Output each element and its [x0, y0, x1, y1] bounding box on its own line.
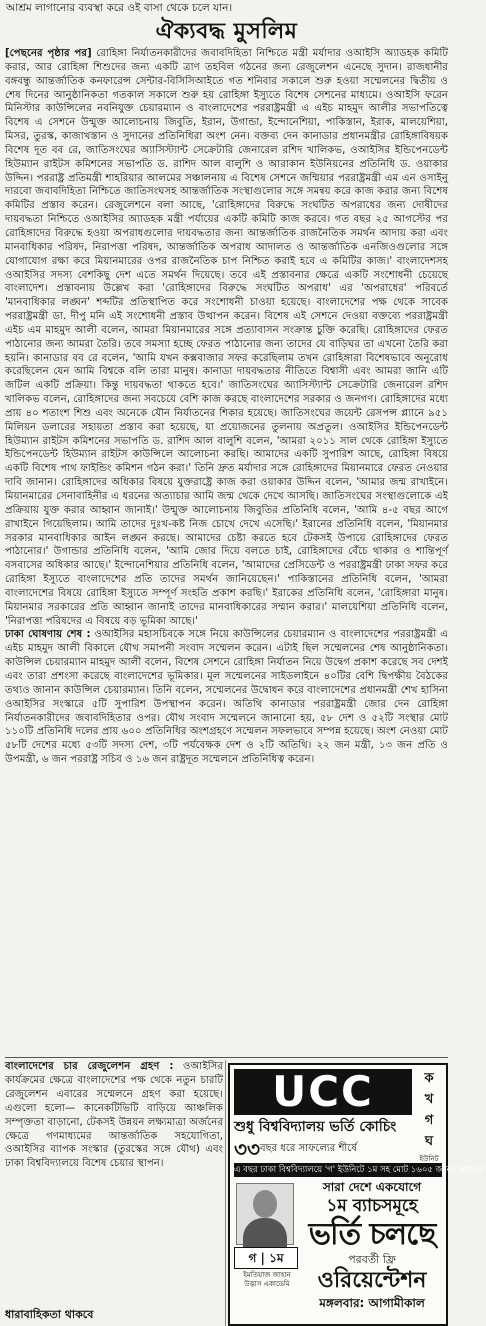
- unit-letter: খ: [424, 1092, 434, 1107]
- article-headline: ঐক্যবদ্ধ মুসলিম: [155, 18, 298, 44]
- continued-marker: [পেছনের পৃষ্ঠার পর]: [5, 48, 92, 59]
- article-paragraph: [5, 47, 448, 628]
- article-body: [5, 47, 448, 1057]
- ad-years: ৩৩: [234, 1137, 261, 1161]
- column-divider: [225, 1060, 226, 1326]
- paragraph-text: রোহিঙ্গা নির্যাতনকারীদের জবাবদিহিতা নিশ্চিতে মন্ত্রী মর্যাদার ওআইসি অ্যাডহক কমিটি করার, আর রোহিঙ্গা শিশুদের জন্য একটি ত্রাণ তহবিল গঠনের জন্য রেজুলেশন এনেছে সুদান। রাজধানীর বঙ্গবন্ধু আন্তর্জাতিক কনফারেন্স সেন্টার-বিসিসিআইতে গত শনিবার সকালে শুরু হওয়া সম্মেলনের দ্বিতীয় ও শেষ দিনের আনুষ্ঠানিকতা গতকাল সকালে শুরু হয় রোহিঙ্গা ইস্যুতে বিশেষ সেশনের মাধ্যমে। ওআইসি ফরেন মিনিস্টার কাউন্সিলের নবনিযুক্ত চেয়ারম্যান ও বাংলাদেশের পররাষ্ট্রমন্ত্রী এ এইচ মাহমুদ আলীর সভাপতিত্বে বিশেষ এ সেশনে উন্মুক্ত আলোচনায় জিবুতি, ইরান, উগান্ডা, ইন্দোনেশিয়া, পাকিস্তান, ইরাক, মালয়েশিয়া, মিসর, তুরস্ক, কাজাখস্তান ও সুদানের প্রতিনিধিরা অংশ নেন। বক্তব্য দেন কানাডার প্রধানমন্ত্রীর রোহিঙ্গাবিষয়ক বিশেষ দূত বব রে, জাতিসংঘের অ্যাসিস্ট্যান্ট সেক্রেটারি জেনারেল রশিদ খালিকভ, ওআইসির ইন্ডিপেনডেন্ট হিউম্যান রাইটস কমিশনের সভাপতি ড. রাশিদ আল বালুশি ও আরাকান ইউনিয়নের প্রতিনিধি ড. ওয়াকার উদ্দিন। পররাষ্ট্র প্রতিমন্ত্রী শাহরিয়ার আলমের সঞ্চালনায় এ বিশেষ সেশনে জম্মিয়ার পররাষ্ট্রমন্ত্রী এম এন ওসাইনু দারবো জবাবদিহিতা নিশ্চিতে জাতিসংঘসহ আন্তর্জাতিক সংস্থাগুলোর সঙ্গে সমন্বয় করে কাজ করার জন্য বিশেষ কমিটির প্রস্তাব করেন। রেজুলেশনে বলা আছে, 'রোহিঙ্গাদের বিরুদ্ধে সংঘটিত অপরাধের জন্য দোষীদের দায়বদ্ধতা নিশ্চিতে ওআইসির অ্যাডহক মন্ত্রী পর্যায়ের একটি কমিটি কাজ করবে। গত বছর ২৫ আগস্টের পর রোহিঙ্গাদের বিরুদ্ধে হওয়া অপরাধগুলোর দায়বদ্ধতার জন্য আন্তর্জাতিক রাজনৈতিক সমর্থন আদায় করা এবং মানবাধিকার পরিষদ, নিরাপত্তা পরিষদ, আন্তর্জাতিক অপরাধ আদালত ও আন্তর্জাতিক এনজিওগুলোর সঙ্গে যোগাযোগ রক্ষা করে মিয়ানমারের ওপর রাজনৈতিক চাপ নিশ্চিত করাই হবে এ কমিটির কাজ।' বাংলাদেশসহ ওআইসির সদস্য বেশকিছু দেশ এতে সমর্থন দিয়েছে। তবে এই প্রস্তাবনার ক্ষেত্রে একটি সংশোধনী চেয়েছে বাংলাদেশ। প্রস্তাবনায় উল্লেখ করা 'রোহিঙ্গাদের বিরুদ্ধে সংঘটিত অপরাধ' এর 'অপরাধের' পরিবর্তে 'মানবাধিকার লঙ্ঘন' শব্দটির প্রতিস্থাপিত করে সংশোধনী চাওয়া হয়েছে। বাংলাদেশের পক্ষ থেকে সাবেক পররাষ্ট্রমন্ত্রী ডা. দীপু মনি এই সংশোধনী প্রস্তাব উত্থাপন করেন। বিশেষ এই সেশনে দেওয়া বক্তব্যে পররাষ্ট্রমন্ত্রী এইচ এম মাহমুদ আলী বলেন, আমরা মিয়ানমারের সঙ্গে প্রত্যাবাসন সংক্রান্ত চুক্তি করেছি। রোহিঙ্গাদের ফেরত পাঠানোর জন্য আমরা তৈরি। তবে সমস্যা হচ্ছে ফেরত পাঠানোর জন্য তাদের যে বাড়িঘর তা এখনো তৈরি করা হয়নি। কানাডার বব রে বলেন, 'আমি যখন কক্সবাজার সফর করেছিলাম তখন রোহিঙ্গারা বিশেষভাবে অনুরোধ করেছিলেন যেন আমি বিশ্বকে বলি তারা মানুষ। কানাডা দায়বদ্ধতার নীতিতে বিশ্বাসী এবং আমরা জানি এটি জটিল একটি প্রক্রিয়া। কিন্তু দায়বদ্ধতা থাকতে হবে।' জাতিসংঘের অ্যাসিস্ট্যান্ট সেক্রেটারি জেনারেল রশিদ খালিকভ বলেন, রোহিঙ্গাদের জন্য সবচেয়ে বেশি কাজ করছে বাংলাদেশের সরকার ও জনগণ। রোহিঙ্গাদের মধ্যে প্রায় ৪০ শতাংশ শিশু এবং অনেকে যৌন নির্যাতনের শিকার হয়েছে। জাতিসংঘের জয়েন্ট রেসপন্স প্ল্যানে ৯৫১ মিলিয়ন ডলারের সহায়তা প্রস্তাব করা হয়েছে, যা প্রয়োজনের তুলনায় অপ্রতুল। ওআইসির ইন্ডিপেনডেন্ট হিউম্যান রাইটস কমিশনের সভাপতি ড. রাশিদ আল বালুশি বলেন, 'আমরা ২০১১ সাল থেকে রোহিঙ্গা ইস্যুতে ইন্ডিপেনডেন্ট হিউম্যান রাইটস কাউন্সিলে আলোচনা করছি। আমাদের একটি সুপারিশ আছে, রোহিঙ্গা বিষয়ে একটি বিশেষ পাথ ফাইন্ডিং কমিশন গঠন করা।' তিনি দ্রুত মর্যাদার সঙ্গে রোহিঙ্গাদের মিয়ানমারে ফেরত নেওয়ার দাবি জানান। রোহিঙ্গাদের অধিকার বিষয়ে যুক্তরাষ্ট্রে কাজ করা ওয়াকার উদ্দিন বলেন, 'আমার জন্ম রাখাইনে। মিয়ানমারের সেনাবাহিনীর এ ধরনের অত্যাচার আমি জন্ম থেকে দেখে আসছি। জাতিসংঘের সংস্থাগুলোকে এই প্রক্রিয়ায় যুক্ত করার আহ্বান জানাই।' উন্মুক্ত আলোচনায় জিবুতির প্রতিনিধি বলেন, 'আমি ৪-৫ বছর আগে রাখাইনে গিয়েছিলাম। আমি তাদের দুঃখ-কষ্ট নিজ চোখে দেখে এসেছি।' ইরানের প্রতিনিধি বলেন, 'মিয়ানমার সরকার মানবাধিকার আইন লঙ্ঘন করছে। আমাদের চেষ্টা করতে হবে টেকসই উপায়ে রোহিঙ্গাদের ফেরত পাঠানোর।' উগান্ডার প্রতিনিধি বলেন, 'আমি জোর দিয়ে বলতে চাই, রোহিঙ্গাদের বেঁচে থাকার ও শান্তিপূর্ণ বসবাসের অধিকার আছে।' ইন্দোনেশিয়ার প্রতিনিধি বলেন, 'আমাদের প্রেসিডেন্ট ও পররাষ্ট্রমন্ত্রী ঢাকা সফর করে রোহিঙ্গা ইস্যুতে বাংলাদেশের প্রতি তাদের সমর্থন জানিয়েছেন।' পাকিস্তানের প্রতিনিধি বলেন, 'আমরা বাংলাদেশের বিষয়ে রোহিঙ্গা ইস্যুতে সম্পূর্ণ সংহতি প্রকাশ করছি।' ইরাকের প্রতিনিধি বলেন, 'রোহিঙ্গারা মানুষ। মিয়ানমার সরকারের প্রতি আহ্বান জানাই তাদের মানবাধিকারের সম্মান করার।' মালয়েশিয়া প্রতিনিধি বলেন, 'নিরাপত্তা পরিষদের এ বিষয়ে বড় ভূমিকা আছে।': [5, 48, 448, 627]
- ad-subtitle: শুধু বিশ্ববিদ্যালয় ভর্তি কোচিং: [234, 1119, 397, 1135]
- student-photo: [236, 1183, 294, 1245]
- ad-line-date: মঙ্গলবার: আগামীকাল: [319, 1296, 425, 1310]
- coaching-advertisement[interactable]: [228, 1063, 486, 1326]
- unit-letter: ঘ: [424, 1134, 434, 1149]
- ucc-logo: UCC: [234, 1069, 412, 1115]
- paragraph-text: ওআইসির মহাসচিবকে সঙ্গে নিয়ে কাউন্সিলের চেয়ারম্যান ও বাংলাদেশের পররাষ্ট্রমন্ত্রী এ এইচ মাহমুদ আলী বিকালে যৌথ সমাপনী সংবাদ সম্মেলন করেন। এটাই ছিল সম্মেলনের শেষ আনুষ্ঠানিকতা। কাউন্সিল চেয়ারম্যান মাহমুদ আলী বলেন, বিশেষ সেশনে রোহিঙ্গা নির্যাতন নিয়ে উদ্বেগ প্রকাশ করেছে সব দেশই এবং তারা প্রশংসা করেছে বাংলাদেশের ভূমিকার। মূল সম্মেলনের সাইডলাইনে ৪০টির বেশি দ্বিপক্ষীয় বৈঠকের তথ্যও জানান কাউন্সিল চেয়ারম্যান। তিনি বলেন, সম্মেলনের উদ্বোধন করে বাংলাদেশের প্রধানমন্ত্রী শেখ হাসিনা ওআইসির সংস্কারে ৫টি সুপারিশ উপস্থাপন করেন। অতিথি কানাডার পররাষ্ট্রমন্ত্রী জোর দেন রোহিঙ্গা নির্যাতনকারীদের জবাবদিহিতার ওপর। যৌথ সংবাদ সম্মেলনে জানানো হয়, ৫৮ দেশ ও ৫২টি সংস্থার মোট ১১০টি প্রতিনিধি দলের প্রায় ৬০০ প্রতিনিধির অংশগ্রহণে সম্মেলন সফলভাবে সম্পন্ন হয়েছে। অংশ নেওয়া মোট ৫৮টি দেশের মধ্যে ৫৩টি সদস্য দেশ, ৩টি পর্যবেক্ষক দেশ ও ২টি অতিথি। ২২ জন মন্ত্রী, ১৩ জন প্রতি ও উপমন্ত্রী, ৬ জন পররাষ্ট্র সচিব ও ১৬ জন রাষ্ট্রদূত সম্মেলনে প্রতিনিধিত্ব করেন।: [5, 629, 448, 766]
- unit-letters: [416, 1069, 442, 1161]
- ad-line-nationwide: সারা দেশে একযোগে: [322, 1180, 422, 1194]
- student-caption: [232, 1271, 302, 1299]
- ad-line-orientation: ওরিয়েন্টেশন: [317, 1268, 427, 1293]
- ad-line-batch: ১ম ব্যাচসমূহে: [326, 1196, 418, 1216]
- rank-badge: গ | ১ম: [234, 1247, 298, 1269]
- ad-line-next-free: পরবর্তী ফ্রি: [348, 1253, 396, 1266]
- subheading-next: ধারাবাহিকতা থাকবে: [5, 1308, 94, 1321]
- subheading-dhaka-declaration: ঢাকা ঘোষণায় শেষ :: [5, 629, 91, 641]
- ad-tagline: বছর ধরে সাফল্যের শীর্ষে: [260, 1143, 357, 1154]
- unit-word: ইউনিট: [419, 1155, 439, 1163]
- photo-head: [253, 1190, 277, 1218]
- article-top-line: আশ্রম লাগানোর ব্যবস্থা করে ওই বাসা থেকে চলে যান।: [6, 2, 233, 14]
- subheading-resolutions: বাংলাদেশের চার রেজুলেশন গ্রহণ :: [5, 1061, 174, 1072]
- photo-body: [243, 1218, 287, 1248]
- paragraph-text: ওআইসির কার্যক্রমের ক্ষেত্রে বাংলাদেশের পক্ষ থেকে নতুন চারটি রেজুলেশন এবারের সম্মেলনে গ্রহণ করা হয়েছে। এগুলো হলো— কানেকটিভিটি বাড়িয়ে আঞ্চলিক সম্পৃক্ততা বাড়ানো, টেকসই উন্নয়ন লক্ষ্যমাত্রা অর্জনের ক্ষেত্রে গণমাধ্যমের আন্তর্জাতিক সহযোগিতা, ওআইসির ব্যাপক সংস্কার (তুরস্কের সঙ্গে যৌথ) এবং ঢাকা বিশ্ববিদ্যালয়ে বিশেষ চেয়ার স্থাপন।: [5, 1061, 223, 1170]
- unit-letter: ক: [424, 1071, 434, 1086]
- ad-line-admission: ভর্তি চলছে: [308, 1217, 436, 1252]
- student-note: উদ্ভাস একাডেমি: [244, 1280, 290, 1288]
- bottom-left-column: [5, 1060, 223, 1326]
- student-name: ইমতিয়াজ জাহান: [243, 1271, 291, 1279]
- unit-letter: গ: [424, 1113, 434, 1128]
- ad-success-banner: এ বছর ঢাকা বিশ্ববিদ্যালয়ে 'গ' ইউনিটে ১ম সহ মোট ১৬০৫ জনের সাফল্য!: [234, 1165, 486, 1175]
- ad-admission-info: [302, 1179, 442, 1325]
- section-divider: [5, 1057, 448, 1058]
- article-paragraph: [5, 628, 448, 766]
